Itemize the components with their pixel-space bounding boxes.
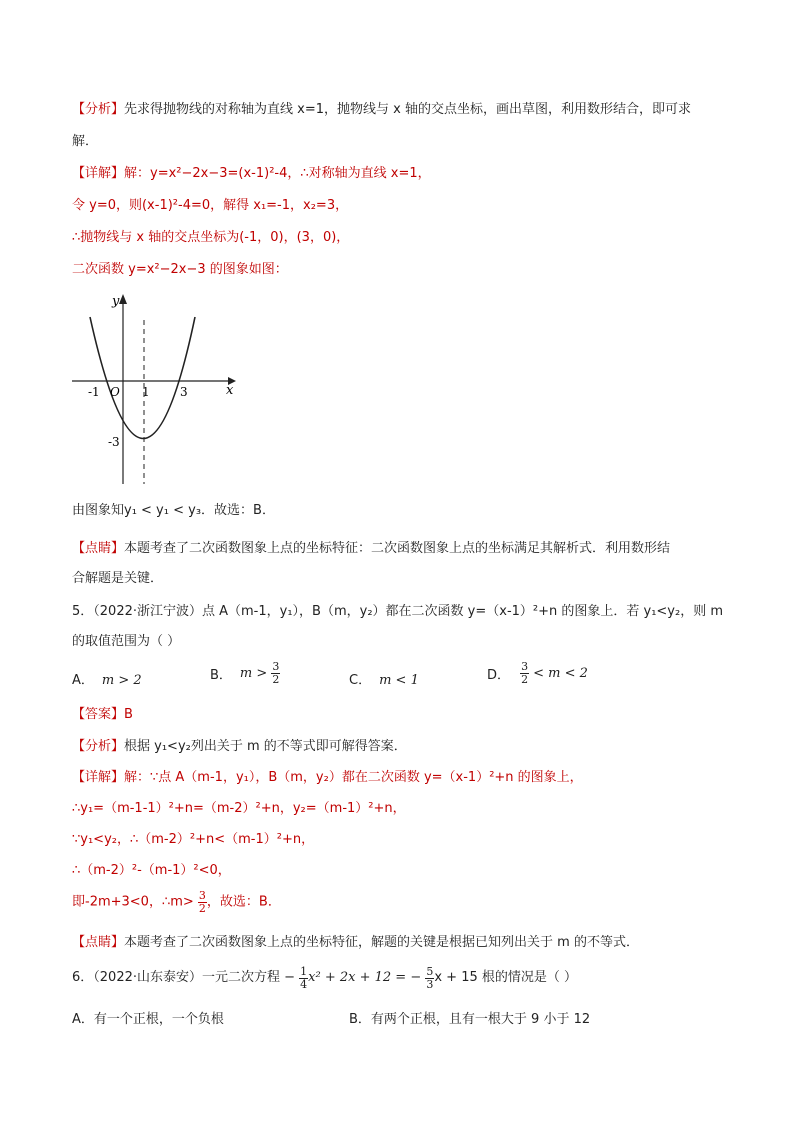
fraction-5-3: $\frac{5}{3}$ bbox=[426, 964, 434, 991]
answer-line bbox=[72, 706, 133, 724]
analysis-5-text: 根据 y₁<y₂列出关于 m 的不等式即可解得答案． bbox=[124, 739, 407, 754]
option-c: C． m < 1 bbox=[349, 673, 419, 688]
analysis-5-line bbox=[72, 738, 407, 756]
detail-5-tag: 【详解】 bbox=[72, 770, 125, 785]
detail-text: 解：y=x²−2x−3=(x-1)²-4，∴对称轴为直线 x=1， bbox=[124, 166, 431, 181]
conclusion-text: 由图象知y₁ < y₁ < y₃．故选：B． bbox=[72, 503, 275, 518]
comment-5-tag: 【点睛】 bbox=[72, 935, 125, 950]
detail-tag: 【详解】 bbox=[72, 166, 125, 181]
analysis-tag: 【分析】 bbox=[72, 102, 125, 117]
q6-option-b: B．有两个正根，且有一根大于 9 小于 12 bbox=[349, 1012, 591, 1027]
tick-1: 1 bbox=[142, 385, 150, 399]
q6-option-a: A．有一个正根，一个负根 bbox=[72, 1012, 224, 1027]
detail-5-line-3: ∵y₁<y₂，∴（m-2）²+n<（m-1）²+n， bbox=[72, 832, 315, 847]
option-d: D． $\frac{3}{2}$ < m < 2 bbox=[487, 660, 588, 686]
detail-line-1 bbox=[72, 165, 431, 183]
detail-5-line-5: 即-2m+3<0，∴m> $\frac{3}{2}$ ，故选：B． bbox=[72, 889, 281, 915]
comment-5-text: 本题考查了二次函数图象上点的坐标特征，解题的关键是根据已知列出关于 m 的不等式． bbox=[124, 935, 639, 950]
question-5-line-2: 的取值范围为（ ） bbox=[72, 634, 181, 649]
detail-5-line-4: ∴（m-2）²-（m-1）²<0， bbox=[72, 863, 231, 878]
comment-5-line bbox=[72, 934, 639, 952]
detail-5-text: 解：∵点 A（m-1，y₁），B（m，y₂）都在二次函数 y=（x-1）²+n 的图象上， bbox=[124, 770, 583, 785]
tick-neg3: -3 bbox=[108, 435, 120, 449]
parabola-graph bbox=[70, 288, 240, 488]
option-b: B． m > $\frac{3}{2}$ bbox=[210, 660, 280, 686]
detail-line-2: 令 y=0，则(x-1)²-4=0，解得 x₁=-1，x₂=3， bbox=[72, 198, 349, 213]
analysis-paragraph-cont: 解． bbox=[72, 134, 99, 149]
fraction-1-4: $\frac{1}{4}$ bbox=[300, 964, 308, 991]
y-axis-label: y bbox=[112, 294, 120, 309]
analysis-paragraph bbox=[72, 101, 691, 119]
origin-label: O bbox=[110, 385, 120, 399]
option-a: A． m > 2 bbox=[72, 673, 142, 688]
detail-line-4: 二次函数 y=x²−2x−3 的图象如图： bbox=[72, 262, 288, 277]
comment-line-1 bbox=[72, 540, 670, 558]
tick-neg1: -1 bbox=[88, 385, 100, 399]
comment-tag: 【点睛】 bbox=[72, 541, 125, 556]
detail-5-line-1 bbox=[72, 769, 583, 787]
fraction-3-2: $\frac{3}{2}$ bbox=[521, 660, 529, 686]
analysis-5-tag: 【分析】 bbox=[72, 739, 125, 754]
fraction-3-2: $\frac{3}{2}$ bbox=[272, 660, 280, 686]
conclusion-line bbox=[72, 502, 275, 520]
comment-text: 本题考查了二次函数图象上点的坐标特征：二次函数图象上点的坐标满足其解析式．利用数形结 bbox=[124, 541, 671, 556]
x-axis-label: x bbox=[226, 383, 234, 398]
question-5-line-1: 5．（2022·浙江宁波）点 A（m-1，y₁），B（m，y₂）都在二次函数 y=（x-1）²+n 的图象上．若 y₁<y₂，则 m bbox=[72, 604, 724, 619]
answer-tag: 【答案】 bbox=[72, 707, 125, 722]
answer-value: B bbox=[124, 707, 133, 722]
tick-3: 3 bbox=[180, 385, 188, 399]
question-6-line: 6．（2022·山东泰安）一元二次方程 − $\frac{1}{4}$ x² + 2x + 12 = − $\frac{5}{3}$ x + 15 根的情况是（ ） bbox=[72, 964, 578, 991]
detail-5-line-2: ∴y₁=（m-1-1）²+n=（m-2）²+n，y₂=（m-1）²+n， bbox=[72, 801, 406, 816]
fraction-3-2: $\frac{3}{2}$ bbox=[198, 889, 206, 915]
comment-line-2: 合解题是关键． bbox=[72, 571, 164, 586]
detail-line-3: ∴抛物线与 x 轴的交点坐标为(-1，0)，(3，0)， bbox=[72, 230, 350, 245]
analysis-text: 先求得抛物线的对称轴为直线 x=1，抛物线与 x 轴的交点坐标，画出草图，利用数形结合，即可求 bbox=[124, 102, 691, 117]
